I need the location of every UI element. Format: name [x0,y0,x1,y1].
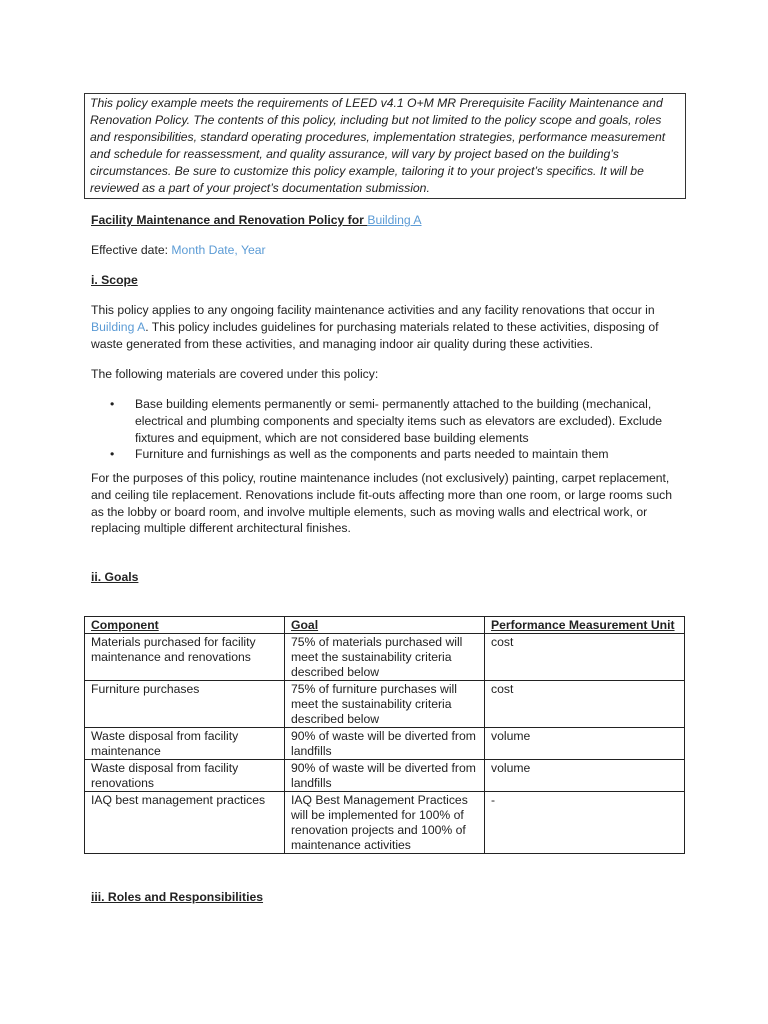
cell-goal: 90% of waste will be diverted from landfills [285,728,485,760]
policy-notice-text: This policy example meets the requirements of LEED v4.1 O+M MR Prerequisite Facility Maintenance and Renovation Policy. The contents of this policy, including but not limited to the policy scope and goals, roles and responsibilities, standard operating procedures, implementation strategies, performance measurement and schedule for reassessment, and quality assurance, will vary by project based on the building’s circumstances. Be sure to customize this policy example, tailoring it to your project’s specifics. It will be reviewed as a part of your project’s documentation submission. [90,96,666,195]
cell-goal: IAQ Best Management Practices will be implemented for 100% of renovation projects and 100% of maintenance activities [285,792,485,854]
cell-component: Waste disposal from facility renovations [85,760,285,792]
cell-component: IAQ best management practices [85,792,285,854]
policy-notice-box [84,93,686,199]
table-row [85,792,685,854]
cell-unit: cost [485,634,685,681]
cell-goal: 75% of furniture purchases will meet the sustainability criteria described below [285,681,485,728]
table-header-row [85,617,685,634]
cell-component: Materials purchased for facility maintenance and renovations [85,634,285,681]
effective-date-value: Month Date, Year [171,243,266,257]
cell-component: Furniture purchases [85,681,285,728]
scope-text-start: This policy applies to any ongoing facility maintenance activities and any facility renovations that occur in [91,303,655,317]
cell-unit: - [485,792,685,854]
list-item-text: Base building elements permanently or semi- permanently attached to the building (mechanical, electrical and plumbing components and specialty items such as elevators are excluded). Exclude fixtures and equipment, which are not considered base building elements [135,397,663,445]
scope-building-name: Building A [91,319,146,334]
bullet-icon: • [110,447,115,462]
policy-title-building: Building A [367,213,422,227]
scope-text-end: . This policy includes guidelines for purchasing materials related to these activities, disposing of waste generated from these activities, and managing indoor air quality during these activities. [91,319,659,351]
cell-unit: volume [485,728,685,760]
list-item [110,396,680,446]
cell-unit: volume [485,760,685,792]
scope-paragraph [91,302,686,352]
cell-goal: 90% of waste will be diverted from landfills [285,760,485,792]
column-header-component: Component [85,617,285,634]
effective-date [91,242,691,259]
materials-list [110,396,680,463]
materials-intro: The following materials are covered under this policy: [91,367,379,381]
policy-title-prefix: Facility Maintenance and Renovation Policy for [91,213,368,227]
table-row [85,634,685,681]
goals-table [84,616,685,854]
cell-goal: 75% of materials purchased will meet the sustainability criteria described below [285,634,485,681]
scope-heading: i. Scope [91,273,138,287]
list-item [110,446,680,463]
table-row [85,681,685,728]
cell-component: Waste disposal from facility maintenance [85,728,285,760]
policy-title [91,212,691,229]
goals-heading: ii. Goals [91,570,139,584]
column-header-unit: Performance Measurement Unit [485,617,685,634]
cell-unit: cost [485,681,685,728]
list-item-text: Furniture and furnishings as well as the components and parts needed to maintain them [135,447,609,462]
bullet-icon: • [110,397,115,411]
column-header-goal: Goal [285,617,485,634]
definitions-paragraph: For the purposes of this policy, routine maintenance includes (not exclusively) painting, carpet replacement, and ceiling tile replacement. Renovations include fit-outs affecting more than one room, or large rooms such as the lobby or board room, and involve multiple elements, such as moving walls and electrical work, or replacing multiple different architectural finishes. [91,471,673,536]
roles-heading: iii. Roles and Responsibilities [91,890,264,904]
effective-date-label: Effective date: [91,243,172,257]
table-row [85,728,685,760]
table-row [85,760,685,792]
